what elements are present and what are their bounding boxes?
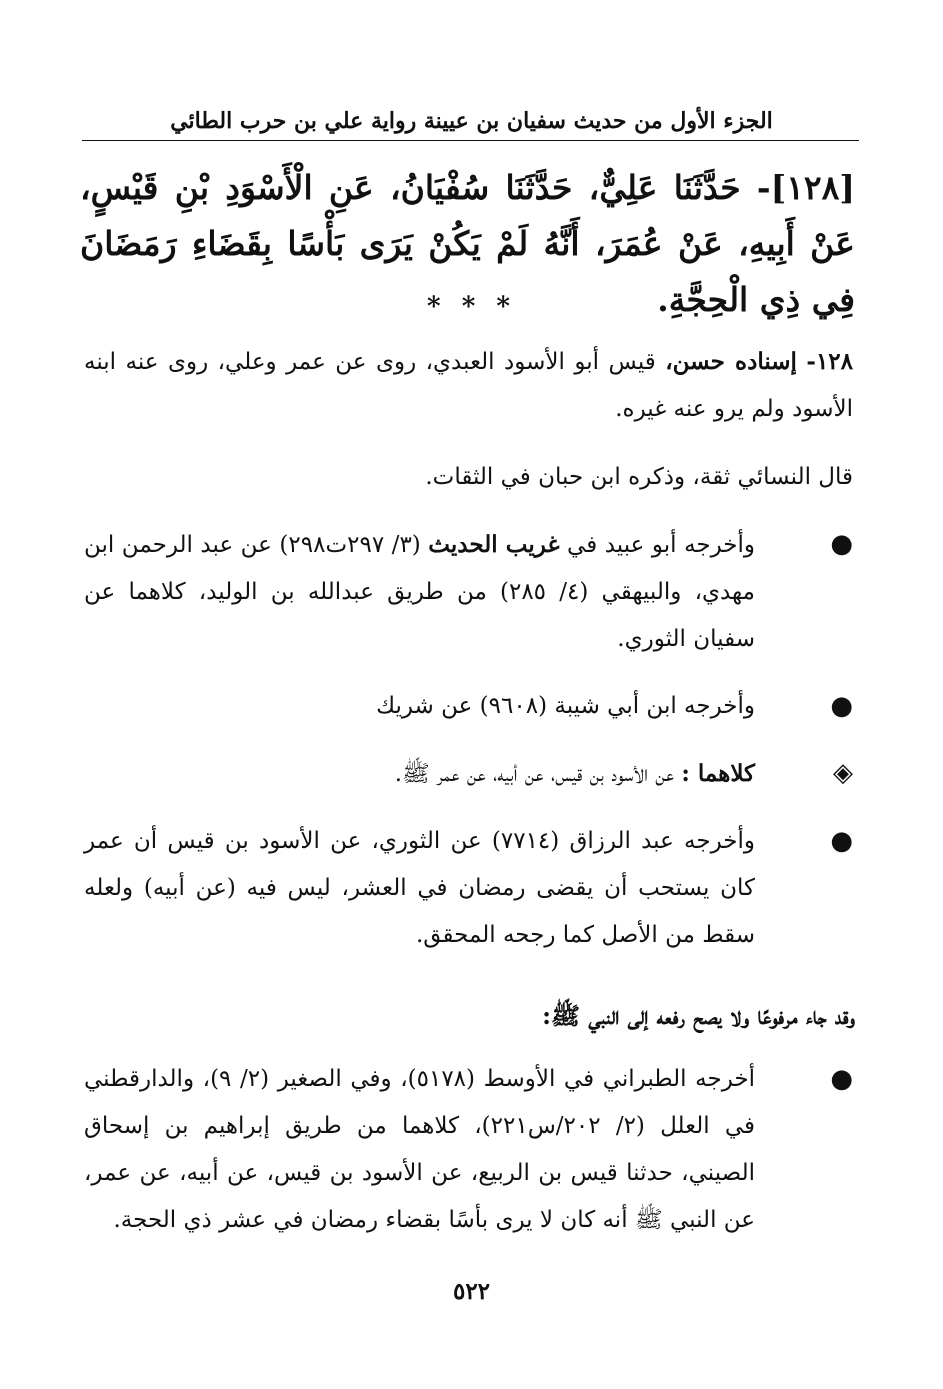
bullet-icon: ●: [830, 529, 853, 559]
section-separator: * * *: [427, 292, 516, 322]
book-title: غريب الحديث: [428, 531, 560, 558]
list-item-text: [84, 521, 755, 663]
commentary-intro: [84, 338, 853, 433]
list-item: [84, 1056, 853, 1244]
isnad-verdict: إسناده حسن،: [665, 348, 797, 375]
list-item: [84, 521, 853, 663]
list-item-text: وأخرجه عبد الرزاق (٧٧١٤) عن الثوري، عن الأسود بن قيس أن عمر كان يستحب أن يقضى رمضان في العشر، ليس فيه (عن أبيه) ولعله سقط من الأصل كما رجحه المحقق.: [84, 828, 755, 948]
list-item-text: أخرجه الطبراني في الأوسط (٥١٧٨)، وفي الصغير (٢/ ٩)، والدارقطني في العلل (٢/ ٢٠٢/س٢٢١)، كلاهما من طريق إبراهيم بن إسحاق الصيني، حدثنا قيس بن الربيع، عن الأسود بن قيس، عن أبيه، عن عمر، عن النبي ﷺ أنه كان لا يرى بأسًا بقضاء رمضان في عشر ذي الحجة.: [84, 1066, 755, 1233]
list-item: [84, 683, 853, 730]
text-span: كلاهما :: [681, 760, 755, 787]
list-item: [84, 818, 853, 959]
list-item-text: وأخرجه ابن أبي شيبة (٩٦٠٨) عن شريك: [376, 693, 755, 719]
text-span: (٣/ ٢٩٧ت٢٩٨) عن عبد الرحمن ابن مهدي، والبيهقي (٤/ ٢٨٥) من طريق عبدالله بن الوليد، كلاهما عن سفيان الثوري.: [84, 532, 755, 652]
page-number: ٥٢٢: [452, 1278, 491, 1305]
intro-text: قيس أبو الأسود العبدي، روى عن عمر وعلي، روى عنه ابنه الأسود ولم يرو عنه غيره.: [84, 349, 853, 422]
list-item-text: [84, 750, 755, 798]
hadith-text: [١٢٨]- حَدَّثَنَا عَلِيٌّ، حَدَّثَنَا سُفْيَانُ، عَنِ الْأَسْوَدِ بْنِ قَيْسٍ، عَنْ أَبِيهِ، عَنْ عُمَرَ، أَنَّهُ لَمْ يَكُنْ يَرَى بَأْسًا بِقَضَاءِ رَمَضَانَ فِي ذِي الْحِجَّةِ.: [80, 168, 855, 319]
marfu-heading: وقد جاء مرفوعًا ولا يصح رفعه إلى النبي ﷺ:: [542, 1001, 855, 1030]
header-rule: [82, 140, 859, 141]
bullet-icon: ●: [830, 691, 853, 721]
bullet-icon: ●: [830, 826, 853, 856]
nasai-paragraph: قال النسائي ثقة، وذكره ابن حبان في الثقات.: [425, 464, 853, 490]
list-item: [84, 750, 853, 798]
text-span: وأخرجه أبو عبيد في: [567, 532, 756, 558]
text-span: عن الأسود بن قيس، عن أبيه، عن عمر ﷺ.: [394, 761, 675, 787]
running-header: الجزء الأول من حديث سفيان بن عيينة رواية علي بن حرب الطائي: [170, 108, 773, 134]
bullet-icon: ●: [830, 1064, 853, 1094]
note-number: ١٢٨-: [806, 348, 853, 375]
diamond-icon: ◈: [833, 758, 853, 788]
